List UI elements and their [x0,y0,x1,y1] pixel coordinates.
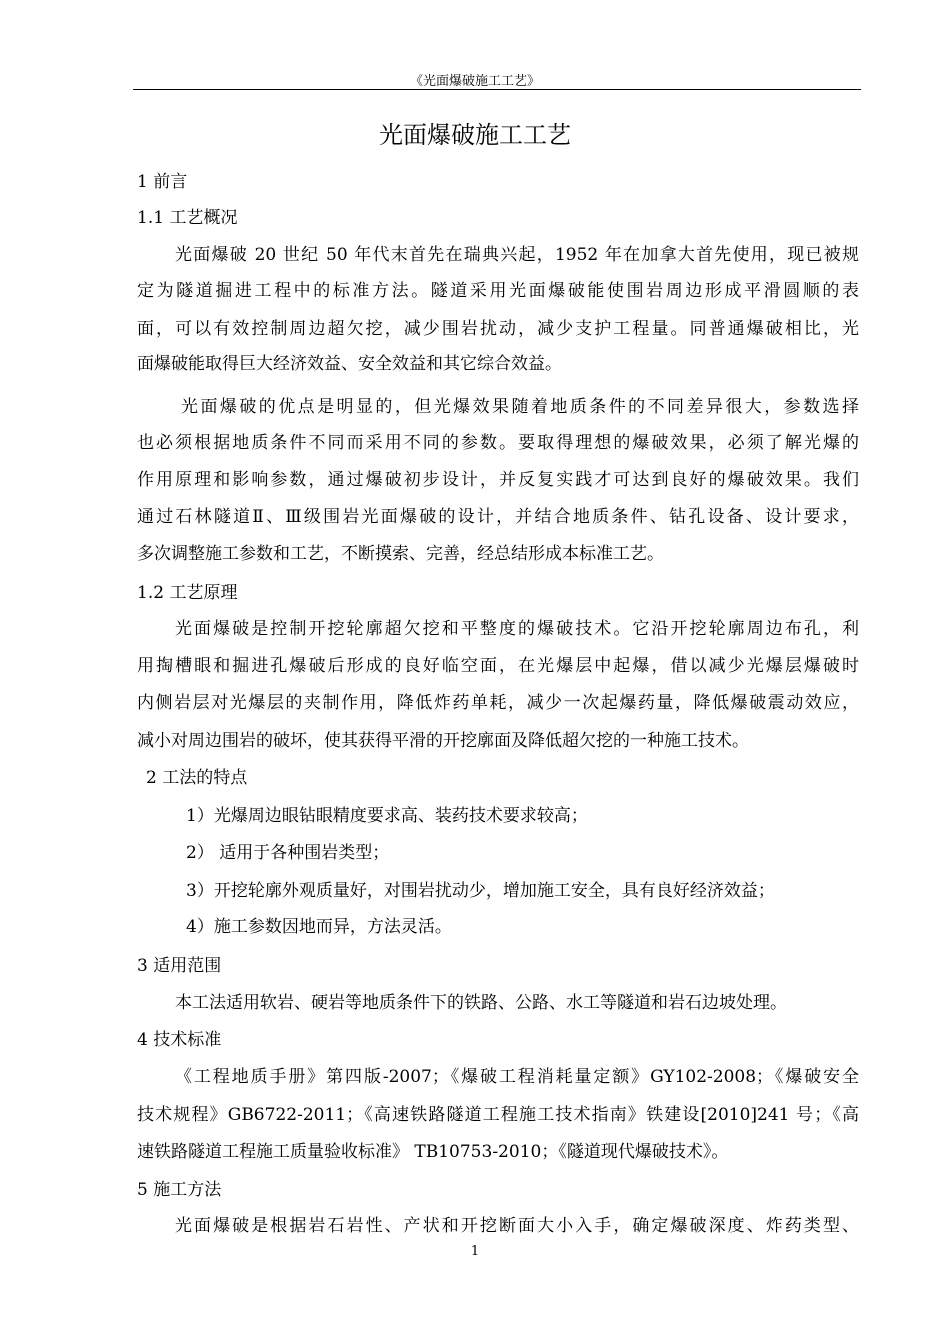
heading-5: 5 施工方法 [137,1180,222,1200]
text-line: 光面爆破是控制开挖轮廓超欠挖和平整度的爆破技术。它沿开挖轮廓周边布孔，利 [175,619,859,639]
heading-4: 4 技术标准 [137,1030,222,1050]
text-line: 也必须根据地质条件不同而采用不同的参数。要取得理想的爆破效果，必须了解光爆的 [137,433,859,453]
text-line: 光面爆破 20 世纪 50 年代末首先在瑞典兴起，1952 年在加拿大首先使用，现已被规 [175,245,859,265]
list-item: 1）光爆周边眼钻眼精度要求高、装药技术要求较高； [186,806,588,826]
heading-1: 1 前言 [137,172,188,192]
paragraph-scope: 本工法适用软岩、硬岩等地质条件下的铁路、公路、水工等隧道和岩石边坡处理。 [175,993,787,1013]
text-line: 面爆破能取得巨大经济效益、安全效益和其它综合效益。 [137,354,562,374]
text-line: 内侧岩层对光爆层的夹制作用，降低炸药单耗，减少一次起爆药量，降低爆破震动效应， [137,693,859,713]
text-line: 减小对周边围岩的破坏，使其获得平滑的开挖廓面及降低超欠挖的一种施工技术。 [137,731,749,751]
text-line: 多次调整施工参数和工艺，不断摸索、完善，经总结形成本标准工艺。 [137,544,664,564]
text-line: 作用原理和影响参数，通过爆破初步设计，并反复实践才可达到良好的爆破效果。我们 [137,470,859,490]
heading-2: 2 工法的特点 [146,768,248,788]
text-line: 技术规程》GB6722-2011；《高速铁路隧道工程施工技术指南》铁建设[2010]241 号；《高 [137,1105,859,1125]
header-rule [133,89,861,90]
text-line: 定为隧道掘进工程中的标准方法。隧道采用光面爆破能使围岩周边形成平滑圆顺的表 [137,281,859,301]
page-number: 1 [470,1244,480,1259]
text-line: 面，可以有效控制周边超欠挖，减少围岩扰动，减少支护工程量。同普通爆破相比，光 [137,319,859,339]
document-title: 光面爆破施工工艺 [379,121,571,149]
heading-3: 3 适用范围 [137,956,222,976]
list-item: 3）开挖轮廓外观质量好，对围岩扰动少，增加施工安全，具有良好经济效益； [186,881,775,901]
text-line: 《工程地质手册》第四版-2007；《爆破工程消耗量定额》GY102-2008；《爆破安全 [175,1067,859,1087]
text-line: 速铁路隧道工程施工质量验收标准》 TB10753-2010；《隧道现代爆破技术》。 [137,1142,729,1162]
running-header: 《光面爆破施工工艺》 [409,74,540,89]
text-line: 通过石林隧道Ⅱ、Ⅲ级围岩光面爆破的设计，并结合地质条件、钻孔设备、设计要求， [137,507,859,527]
paragraph-method: 光面爆破是根据岩石岩性、产状和开挖断面大小入手，确定爆破深度、炸药类型、 [175,1216,859,1236]
heading-1-2: 1.2 工艺原理 [137,583,238,603]
text-line: 光面爆破的优点是明显的，但光爆效果随着地质条件的不同差异很大，参数选择 [181,397,859,417]
list-item: 4）施工参数因地而异，方法灵活。 [186,917,452,937]
text-line: 用掏槽眼和掘进孔爆破后形成的良好临空面，在光爆层中起爆，借以减少光爆层爆破时 [137,656,859,676]
list-item: 2） 适用于各种围岩类型； [186,843,390,863]
heading-1-1: 1.1 工艺概况 [137,208,238,228]
